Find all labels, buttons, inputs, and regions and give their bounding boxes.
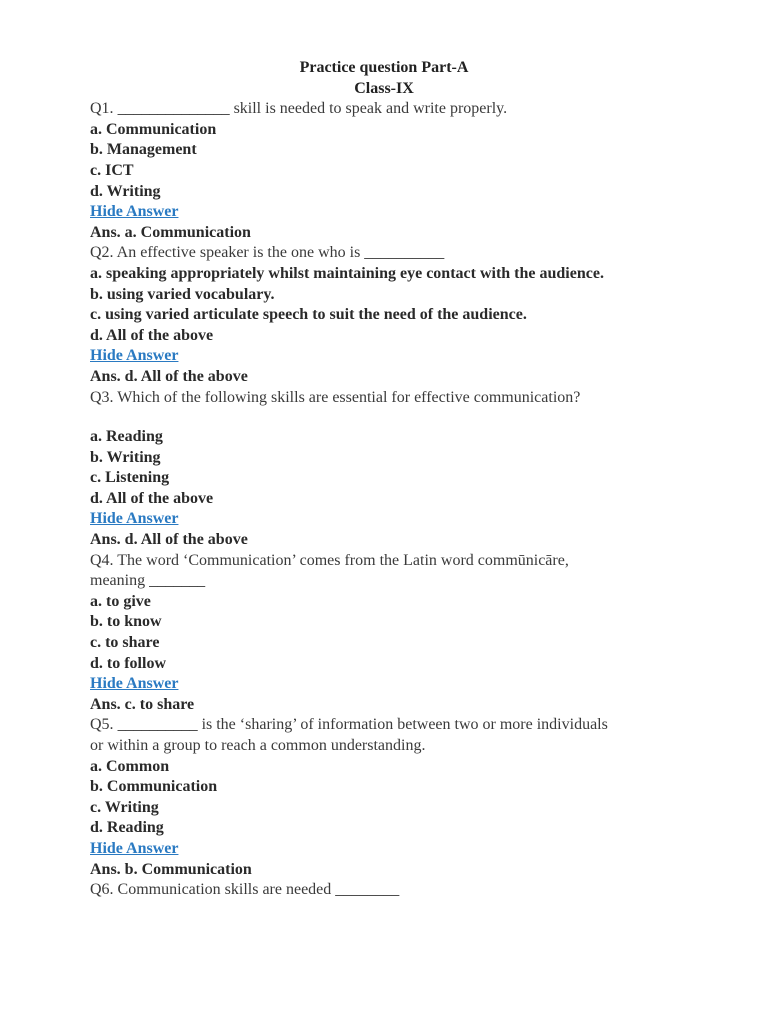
q1-option-c: c. ICT	[90, 161, 134, 179]
question-2	[90, 243, 690, 264]
question-6	[90, 880, 690, 901]
q3-option-d: d. All of the above	[90, 489, 214, 507]
q5-answer: Ans. b. Communication	[90, 860, 252, 878]
q5-hide-answer-link[interactable]: Hide Answer	[90, 839, 179, 857]
question-5-suffix: is the ‘sharing’ of information between two or more individuals	[197, 716, 608, 734]
q5-option-b: b. Communication	[90, 778, 218, 796]
q5-option-c: c. Writing	[90, 798, 159, 816]
question-5-line-1	[90, 715, 690, 736]
q3-option-c: c. Listening	[90, 469, 170, 487]
q4-hide-answer-link[interactable]: Hide Answer	[90, 675, 179, 693]
q1-option-b: b. Management	[90, 141, 197, 159]
q4-option-c: c. to share	[90, 634, 160, 652]
spacer	[90, 408, 690, 427]
q3-answer: Ans. d. All of the above	[90, 531, 248, 549]
question-4-line-2	[90, 571, 690, 592]
q2-answer: Ans. d. All of the above	[90, 367, 248, 385]
question-1-suffix: skill is needed to speak and write properly.	[229, 100, 508, 118]
question-6-text: Q6. Communication skills are needed	[90, 881, 336, 899]
question-3: Q3. Which of the following skills are essential for effective communication?	[90, 388, 581, 406]
q2-option-b: b. using varied vocabulary.	[90, 285, 275, 303]
q1-answer: Ans. a. Communication	[90, 223, 251, 241]
question-2-text: Q2. An effective speaker is the one who is	[90, 244, 365, 262]
question-4-line-2-text: meaning	[90, 572, 150, 590]
q1-option-a: a. Communication	[90, 120, 217, 138]
question-2-blank: __________	[364, 244, 445, 262]
q1-hide-answer-link[interactable]: Hide Answer	[90, 203, 179, 221]
q2-hide-answer-link[interactable]: Hide Answer	[90, 347, 179, 365]
q5-option-d: d. Reading	[90, 819, 164, 837]
question-4-line-1: Q4. The word ‘Communication’ comes from the Latin word commūnicāre,	[90, 551, 569, 569]
page-title: Practice question Part-A	[299, 59, 469, 76]
question-1-prefix: Q1.	[90, 100, 118, 118]
question-5-prefix: Q5.	[90, 716, 118, 734]
q2-option-d: d. All of the above	[90, 326, 214, 344]
q3-hide-answer-link[interactable]: Hide Answer	[90, 510, 179, 528]
q3-option-a: a. Reading	[90, 428, 163, 446]
question-5-blank: __________	[117, 716, 198, 734]
question-1	[90, 99, 690, 120]
q1-option-d: d. Writing	[90, 182, 161, 200]
q2-option-a: a. speaking appropriately whilst maintaining eye contact with the audience.	[90, 264, 604, 282]
q4-answer: Ans. c. to share	[90, 695, 195, 713]
q2-option-c: c. using varied articulate speech to suit the need of the audience.	[90, 306, 527, 324]
question-1-blank: ______________	[117, 100, 230, 118]
question-6-blank: ________	[335, 881, 400, 899]
q4-option-d: d. to follow	[90, 654, 166, 672]
q4-option-a: a. to give	[90, 592, 151, 610]
page-subtitle: Class-IX	[354, 79, 414, 97]
question-4-blank: _______	[149, 572, 206, 590]
q5-option-a: a. Common	[90, 757, 170, 775]
q4-option-b: b. to know	[90, 613, 162, 631]
q3-option-b: b. Writing	[90, 448, 161, 466]
document-body	[90, 58, 690, 901]
question-5-line-2: or within a group to reach a common understanding.	[90, 737, 426, 754]
